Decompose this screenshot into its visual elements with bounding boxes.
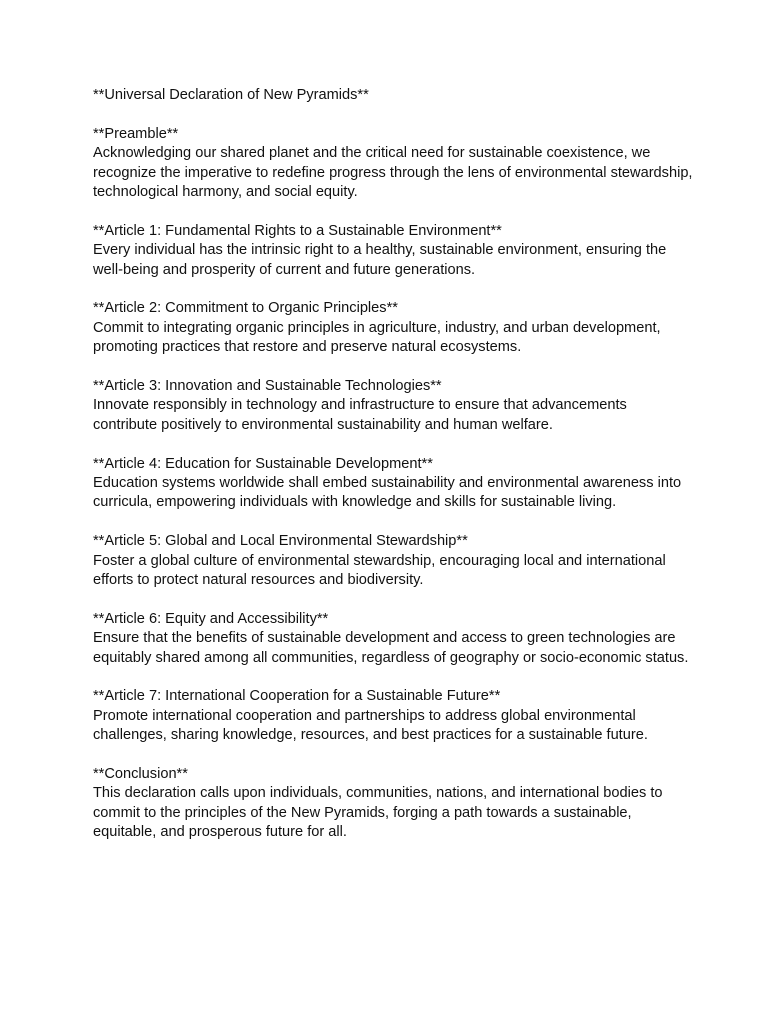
section-article-6 (93, 610, 693, 668)
section-article-5 (93, 532, 693, 590)
section-body: Promote international cooperation and partnerships to address global environmental challenges, sharing knowledge, resources, and best practices for a sustainable future. (93, 707, 648, 744)
document-title: **Universal Declaration of New Pyramids** (93, 87, 369, 103)
section-body: Innovate responsibly in technology and infrastructure to ensure that advancements contribute positively to environmental sustainability and human welfare. (93, 397, 627, 433)
section-article-1 (93, 222, 693, 280)
section-body: Every individual has the intrinsic right to a healthy, sustainable environment, ensuring the well-being and prosperity of current and future generations. (93, 242, 667, 278)
section-article-4 (93, 455, 693, 513)
section-body: Commit to integrating organic principles in agriculture, industry, and urban development, promoting practices that restore and preserve natural ecosystems. (93, 319, 661, 356)
section-heading: **Article 1: Fundamental Rights to a Sustainable Environment** (93, 222, 502, 239)
section-article-3 (93, 377, 693, 435)
section-body: Ensure that the benefits of sustainable development and access to green technologies are equitably shared among all communities, regardless of geography or socio-economic status. (93, 630, 689, 666)
section-body: Acknowledging our shared planet and the critical need for sustainable coexistence, we recognize the imperative to redefine progress through the lens of environmental stewardship, technological harmony, and social equity. (93, 145, 693, 201)
section-heading: **Article 6: Equity and Accessibility** (93, 610, 329, 627)
section-body: This declaration calls upon individuals, communities, nations, and international bodies to commit to the principles of the New Pyramids, forging a path towards a sustainable, equitable, and prosperous future for all. (93, 785, 663, 841)
section-preamble (93, 125, 693, 203)
section-heading: **Article 5: Global and Local Environmental Stewardship** (93, 533, 468, 550)
document-page (93, 86, 693, 843)
section-heading: **Article 4: Education for Sustainable Development** (93, 455, 433, 472)
section-article-2 (93, 299, 693, 357)
section-conclusion (93, 765, 693, 843)
section-body: Foster a global culture of environmental stewardship, encouraging local and international efforts to protect natural resources and biodiversity. (93, 552, 666, 589)
section-heading: **Article 3: Innovation and Sustainable Technologies** (93, 378, 442, 395)
section-heading: **Article 2: Commitment to Organic Principles** (93, 300, 398, 317)
section-body: Education systems worldwide shall embed sustainability and environmental awareness into curricula, empowering individuals with knowledge and skills for sustainable living. (93, 475, 682, 511)
section-article-7 (93, 687, 693, 745)
section-heading: **Preamble** (93, 125, 179, 142)
section-heading: **Conclusion** (93, 766, 188, 783)
section-heading: **Article 7: International Cooperation for a Sustainable Future** (93, 688, 501, 705)
